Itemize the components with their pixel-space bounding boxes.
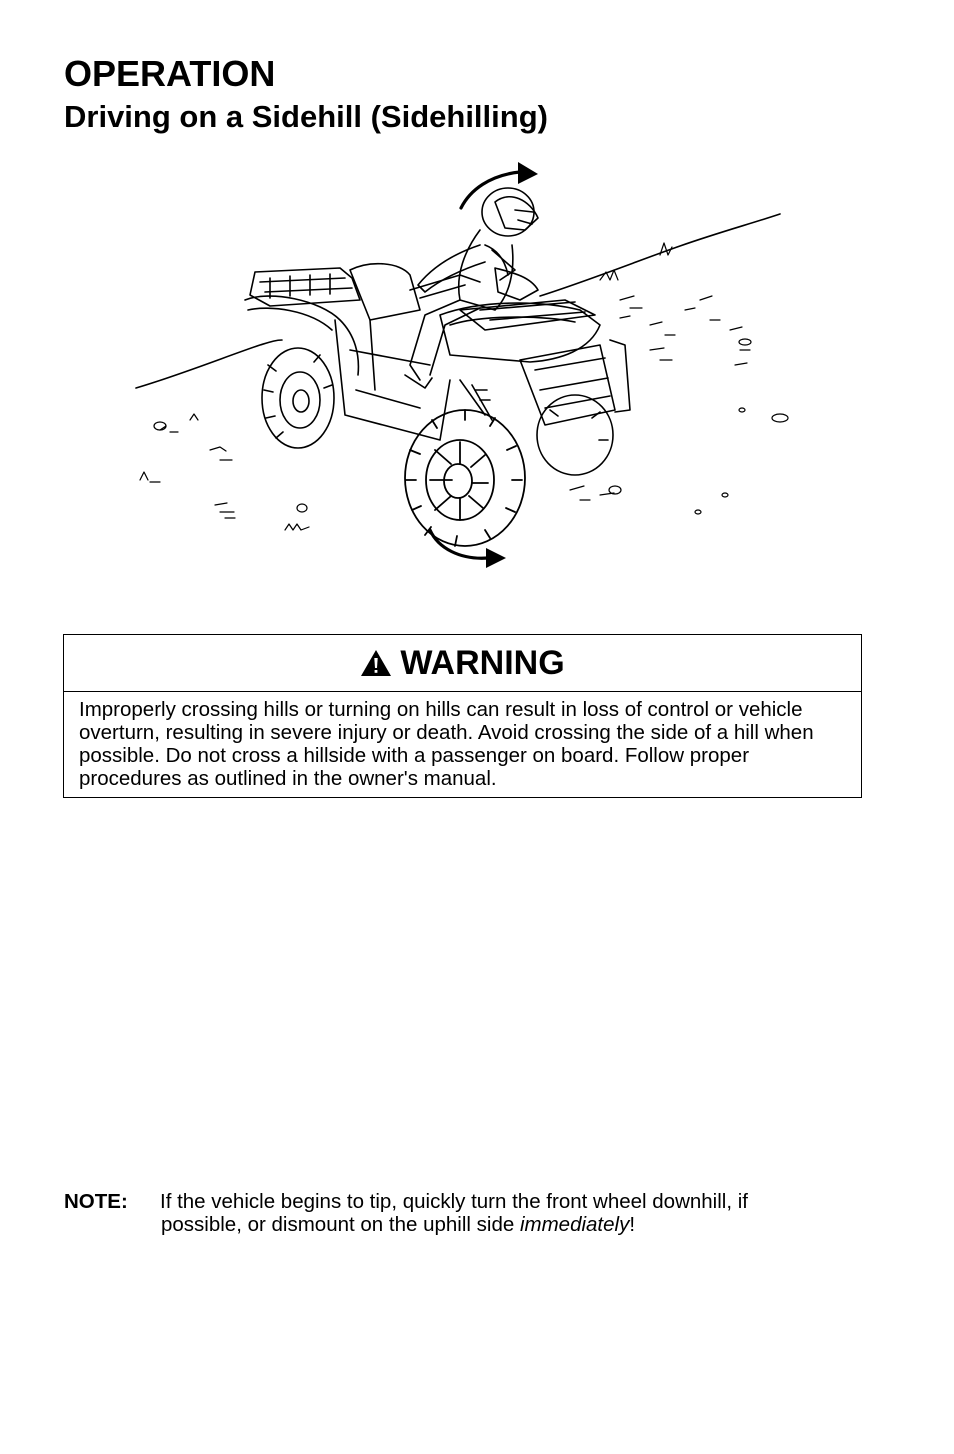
rear-wheel	[262, 348, 334, 448]
note-line-2-text: possible, or dismount on the uphill side	[161, 1213, 520, 1236]
warning-title: WARNING	[400, 644, 565, 682]
subsection-title: Driving on a Sidehill (Sidehilling)	[64, 99, 548, 134]
warning-box	[63, 634, 862, 798]
warning-header	[64, 635, 861, 692]
note-line-2-end: !	[629, 1213, 636, 1236]
arrow-head-top	[518, 162, 538, 184]
rotation-arrow-top	[461, 172, 520, 208]
warning-triangle-icon	[360, 649, 392, 677]
section-title: OPERATION	[64, 53, 276, 94]
warning-text: Improperly crossing hills or turning on hills can result in loss of control or vehicle overturn, resulting in severe injury or death. Avoid crossing the side of a hill when possible. Do not cross a hillside with a passenger on board. Follow proper procedures as outlined in the owner's manual.	[79, 698, 814, 790]
note-emphasis: immediately	[519, 1213, 630, 1236]
rider	[405, 188, 538, 388]
atv-sidehill-illustration	[120, 150, 800, 580]
hill-outline	[136, 340, 282, 388]
note-line-1: If the vehicle begins to tip, quickly turn the front wheel downhill, if	[160, 1190, 748, 1213]
arrow-head-bottom	[486, 548, 506, 568]
front-near-wheel	[405, 410, 525, 546]
note-line-2	[160, 1213, 860, 1236]
note-label: NOTE:	[64, 1190, 128, 1213]
note-body	[160, 1190, 860, 1236]
